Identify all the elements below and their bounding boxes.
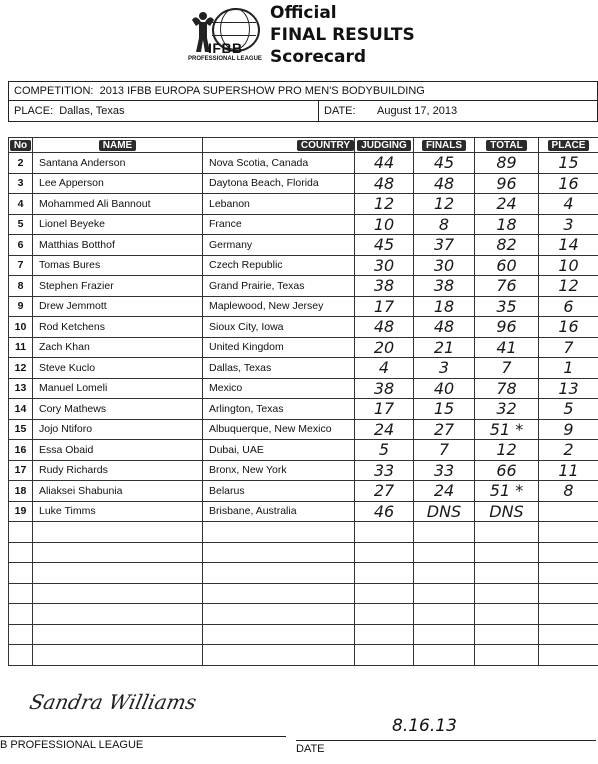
title-line: Official: [270, 3, 337, 23]
cell-place: [539, 542, 598, 563]
table-row: [9, 276, 598, 297]
cell-judging: 33: [355, 460, 414, 481]
cell-name: Rudy Richards: [33, 460, 203, 481]
cell-judging: 27: [355, 481, 414, 502]
cell-no: 17: [9, 460, 33, 481]
cell-total: 89: [475, 153, 539, 174]
cell-place: 14: [539, 235, 598, 256]
cell-judging: 48: [355, 173, 414, 194]
cell-country: Albuquerque, New Mexico: [203, 419, 355, 440]
cell-name: Drew Jemmott: [33, 296, 203, 317]
cell-country: Belarus: [203, 481, 355, 502]
competition-label: COMPETITION:: [14, 85, 94, 97]
cell-no: [9, 583, 33, 604]
cell-country: Czech Republic: [203, 255, 355, 276]
cell-place: 2: [539, 440, 598, 461]
cell-name: [33, 522, 203, 543]
cell-name: Santana Anderson: [33, 153, 203, 174]
cell-no: 19: [9, 501, 33, 522]
cell-total: 60: [475, 255, 539, 276]
cell-total: [475, 542, 539, 563]
cell-finals: 38: [414, 276, 475, 297]
cell-judging: 38: [355, 276, 414, 297]
results-table: [8, 137, 598, 666]
col-header-name: NAME: [33, 138, 203, 153]
cell-country: [203, 563, 355, 584]
col-header-no: No: [9, 138, 33, 153]
cell-country: [203, 522, 355, 543]
cell-place: [539, 522, 598, 543]
cell-judging: 20: [355, 337, 414, 358]
cell-no: 9: [9, 296, 33, 317]
cell-judging: 48: [355, 317, 414, 338]
table-row: [9, 194, 598, 215]
cell-finals: 21: [414, 337, 475, 358]
cell-country: [203, 645, 355, 666]
cell-total: [475, 624, 539, 645]
table-row: [9, 296, 598, 317]
cell-name: Rod Ketchens: [33, 317, 203, 338]
signed-date: 8.16.13: [392, 716, 457, 736]
cell-total: 24: [475, 194, 539, 215]
cell-finals: 24: [414, 481, 475, 502]
date-field: [319, 101, 457, 121]
table-row: [9, 563, 598, 584]
cell-place: 11: [539, 460, 598, 481]
cell-judging: 12: [355, 194, 414, 215]
cell-no: 18: [9, 481, 33, 502]
cell-place: [539, 624, 598, 645]
cell-finals: 3: [414, 358, 475, 379]
cell-judging: [355, 624, 414, 645]
signature-label: B PROFESSIONAL LEAGUE: [0, 739, 144, 751]
table-row: [9, 399, 598, 420]
cell-place: 12: [539, 276, 598, 297]
cell-no: [9, 604, 33, 625]
cell-total: 96: [475, 173, 539, 194]
cell-total: DNS: [475, 501, 539, 522]
competition-field: [9, 82, 425, 100]
cell-no: 8: [9, 276, 33, 297]
cell-judging: 24: [355, 419, 414, 440]
cell-country: Bronx, New York: [203, 460, 355, 481]
table-row: [9, 173, 598, 194]
cell-judging: 17: [355, 399, 414, 420]
org-name: IFBB: [208, 40, 243, 56]
table-row: [9, 481, 598, 502]
cell-finals: 18: [414, 296, 475, 317]
table-row: [9, 317, 598, 338]
cell-judging: 17: [355, 296, 414, 317]
cell-place: 8: [539, 481, 598, 502]
col-header-place: PLACE: [539, 138, 598, 153]
cell-total: [475, 645, 539, 666]
cell-judging: 30: [355, 255, 414, 276]
table-row: [9, 583, 598, 604]
cell-place: 4: [539, 194, 598, 215]
date-label: DATE:: [324, 105, 356, 117]
cell-total: [475, 583, 539, 604]
cell-finals: 48: [414, 317, 475, 338]
cell-name: [33, 542, 203, 563]
date-line: [296, 740, 596, 741]
cell-name: [33, 604, 203, 625]
cell-no: 4: [9, 194, 33, 215]
place-value: Dallas, Texas: [59, 105, 125, 117]
cell-name: Matthias Botthof: [33, 235, 203, 256]
cell-place: [539, 583, 598, 604]
cell-place: [539, 563, 598, 584]
cell-no: 5: [9, 214, 33, 235]
cell-total: 18: [475, 214, 539, 235]
competition-row: [8, 81, 598, 101]
cell-name: Steve Kuclo: [33, 358, 203, 379]
cell-judging: 46: [355, 501, 414, 522]
cell-country: Nova Scotia, Canada: [203, 153, 355, 174]
col-header-finals: FINALS: [414, 138, 475, 153]
cell-total: 32: [475, 399, 539, 420]
cell-no: 7: [9, 255, 33, 276]
place-label: PLACE:: [14, 105, 54, 117]
signature: Sandra Williams: [27, 690, 199, 714]
cell-finals: 8: [414, 214, 475, 235]
ifbb-logo: [170, 6, 262, 62]
cell-no: 6: [9, 235, 33, 256]
cell-finals: 27: [414, 419, 475, 440]
table-row: [9, 235, 598, 256]
cell-name: Stephen Frazier: [33, 276, 203, 297]
date-value: August 17, 2013: [376, 105, 458, 117]
table-row: [9, 358, 598, 379]
cell-judging: [355, 604, 414, 625]
cell-name: Essa Obaid: [33, 440, 203, 461]
cell-total: 41: [475, 337, 539, 358]
cell-finals: DNS: [414, 501, 475, 522]
cell-finals: 37: [414, 235, 475, 256]
cell-place: 9: [539, 419, 598, 440]
table-row: [9, 378, 598, 399]
cell-country: Brisbane, Australia: [203, 501, 355, 522]
cell-finals: [414, 563, 475, 584]
table-row: [9, 645, 598, 666]
cell-country: United Kingdom: [203, 337, 355, 358]
results-body: [9, 153, 598, 666]
table-row: [9, 337, 598, 358]
cell-judging: 5: [355, 440, 414, 461]
table-row: [9, 604, 598, 625]
table-row: [9, 440, 598, 461]
cell-name: Tomas Bures: [33, 255, 203, 276]
cell-finals: [414, 645, 475, 666]
cell-name: Jojo Ntiforo: [33, 419, 203, 440]
cell-place: 13: [539, 378, 598, 399]
table-row: [9, 522, 598, 543]
cell-finals: 12: [414, 194, 475, 215]
signature-line: [0, 736, 286, 737]
col-header-country: COUNTRY: [203, 138, 355, 153]
cell-place: 5: [539, 399, 598, 420]
col-header-total: TOTAL: [475, 138, 539, 153]
cell-judging: 38: [355, 378, 414, 399]
cell-name: Cory Mathews: [33, 399, 203, 420]
cell-country: Lebanon: [203, 194, 355, 215]
cell-name: Aliaksei Shabunia: [33, 481, 203, 502]
cell-no: 2: [9, 153, 33, 174]
cell-no: 13: [9, 378, 33, 399]
table-row: [9, 214, 598, 235]
cell-finals: 40: [414, 378, 475, 399]
cell-judging: 44: [355, 153, 414, 174]
cell-country: [203, 583, 355, 604]
cell-name: Lee Apperson: [33, 173, 203, 194]
date-line-label: DATE: [296, 743, 325, 755]
cell-place: [539, 501, 598, 522]
cell-total: 96: [475, 317, 539, 338]
cell-no: [9, 522, 33, 543]
scorecard-title: [270, 2, 415, 68]
cell-finals: [414, 604, 475, 625]
cell-name: Mohammed Ali Bannout: [33, 194, 203, 215]
cell-judging: [355, 583, 414, 604]
cell-finals: [414, 522, 475, 543]
table-row: [9, 153, 598, 174]
cell-finals: 15: [414, 399, 475, 420]
table-row: [9, 542, 598, 563]
cell-country: Daytona Beach, Florida: [203, 173, 355, 194]
title-line: Scorecard: [270, 47, 367, 67]
cell-no: 14: [9, 399, 33, 420]
cell-place: 1: [539, 358, 598, 379]
table-header-row: [9, 138, 598, 153]
cell-total: 66: [475, 460, 539, 481]
cell-total: 35: [475, 296, 539, 317]
cell-name: Luke Timms: [33, 501, 203, 522]
cell-finals: [414, 583, 475, 604]
cell-total: [475, 604, 539, 625]
cell-finals: 48: [414, 173, 475, 194]
cell-total: 51 *: [475, 419, 539, 440]
cell-country: Germany: [203, 235, 355, 256]
cell-name: [33, 624, 203, 645]
cell-finals: [414, 624, 475, 645]
cell-no: 16: [9, 440, 33, 461]
cell-name: [33, 583, 203, 604]
cell-country: Grand Prairie, Texas: [203, 276, 355, 297]
table-row: [9, 419, 598, 440]
org-subtitle: PROFESSIONAL LEAGUE: [188, 56, 262, 62]
cell-judging: [355, 563, 414, 584]
cell-place: 3: [539, 214, 598, 235]
cell-place: 6: [539, 296, 598, 317]
cell-place: 7: [539, 337, 598, 358]
cell-country: [203, 604, 355, 625]
cell-no: 11: [9, 337, 33, 358]
cell-place: 10: [539, 255, 598, 276]
cell-no: [9, 624, 33, 645]
cell-total: 76: [475, 276, 539, 297]
cell-finals: 45: [414, 153, 475, 174]
cell-country: [203, 624, 355, 645]
cell-total: 7: [475, 358, 539, 379]
cell-name: Lionel Beyeke: [33, 214, 203, 235]
cell-country: France: [203, 214, 355, 235]
cell-judging: 45: [355, 235, 414, 256]
cell-total: [475, 522, 539, 543]
cell-finals: 30: [414, 255, 475, 276]
cell-name: Manuel Lomeli: [33, 378, 203, 399]
cell-name: [33, 645, 203, 666]
table-row: [9, 624, 598, 645]
title-line: FINAL RESULTS: [270, 25, 415, 45]
cell-judging: 4: [355, 358, 414, 379]
cell-total: 82: [475, 235, 539, 256]
cell-finals: 33: [414, 460, 475, 481]
cell-place: [539, 604, 598, 625]
cell-name: Zach Khan: [33, 337, 203, 358]
cell-place: 16: [539, 173, 598, 194]
cell-country: Mexico: [203, 378, 355, 399]
cell-place: 16: [539, 317, 598, 338]
table-row: [9, 501, 598, 522]
cell-name: [33, 563, 203, 584]
cell-no: 3: [9, 173, 33, 194]
place-date-row: [8, 101, 598, 122]
cell-judging: [355, 542, 414, 563]
cell-place: [539, 645, 598, 666]
cell-country: [203, 542, 355, 563]
col-header-judging: JUDGING: [355, 138, 414, 153]
cell-finals: 7: [414, 440, 475, 461]
cell-total: 78: [475, 378, 539, 399]
cell-no: [9, 563, 33, 584]
cell-country: Maplewood, New Jersey: [203, 296, 355, 317]
cell-place: 15: [539, 153, 598, 174]
cell-total: 51 *: [475, 481, 539, 502]
cell-no: 12: [9, 358, 33, 379]
cell-country: Arlington, Texas: [203, 399, 355, 420]
place-field: [9, 101, 319, 121]
cell-country: Dubai, UAE: [203, 440, 355, 461]
cell-total: 12: [475, 440, 539, 461]
cell-total: [475, 563, 539, 584]
cell-judging: [355, 645, 414, 666]
cell-no: [9, 542, 33, 563]
cell-judging: 10: [355, 214, 414, 235]
cell-no: [9, 645, 33, 666]
competition-value: 2013 IFBB EUROPA SUPERSHOW PRO MEN'S BODYBUILDING: [99, 85, 425, 97]
cell-country: Dallas, Texas: [203, 358, 355, 379]
table-row: [9, 460, 598, 481]
cell-no: 15: [9, 419, 33, 440]
cell-judging: [355, 522, 414, 543]
cell-finals: [414, 542, 475, 563]
cell-country: Sioux City, Iowa: [203, 317, 355, 338]
cell-no: 10: [9, 317, 33, 338]
table-row: [9, 255, 598, 276]
